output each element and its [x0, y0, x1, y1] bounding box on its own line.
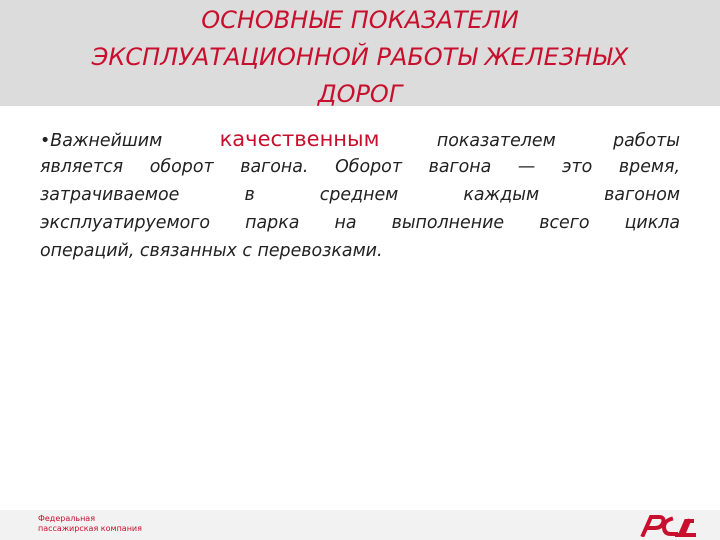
paragraph-line-4: эксплуатируемого парка на выполнение всего цикла: [40, 213, 680, 233]
rzd-logo-icon: [640, 513, 696, 537]
footer-bar: [0, 510, 720, 540]
bullet-icon: •: [40, 131, 51, 151]
paragraph-line-1: [40, 125, 680, 153]
emphasized-word: качественным: [219, 127, 380, 151]
paragraph-line-3: затрачиваемое в среднем каждым вагоном: [40, 185, 680, 205]
paragraph-text: Важнейшим: [50, 131, 163, 151]
company-name: [38, 514, 142, 534]
company-name-line-2: пассажирская компания: [38, 524, 142, 533]
company-name-line-1: Федеральная: [38, 514, 96, 523]
paragraph-line-5: операций, связанных с перевозками.: [40, 241, 383, 261]
body-paragraph: [40, 125, 680, 265]
slide-title: ОСНОВНЫЕ ПОКАЗАТЕЛИ ЭКСПЛУАТАЦИОННОЙ РАБОТЫ ЖЕЛЕЗНЫХ ДОРОГ: [91, 6, 629, 108]
paragraph-text: показателем работы: [436, 131, 681, 151]
title-bar: [0, 0, 720, 106]
paragraph-line-2: является оборот вагона. Оборот вагона — это время,: [40, 157, 680, 177]
